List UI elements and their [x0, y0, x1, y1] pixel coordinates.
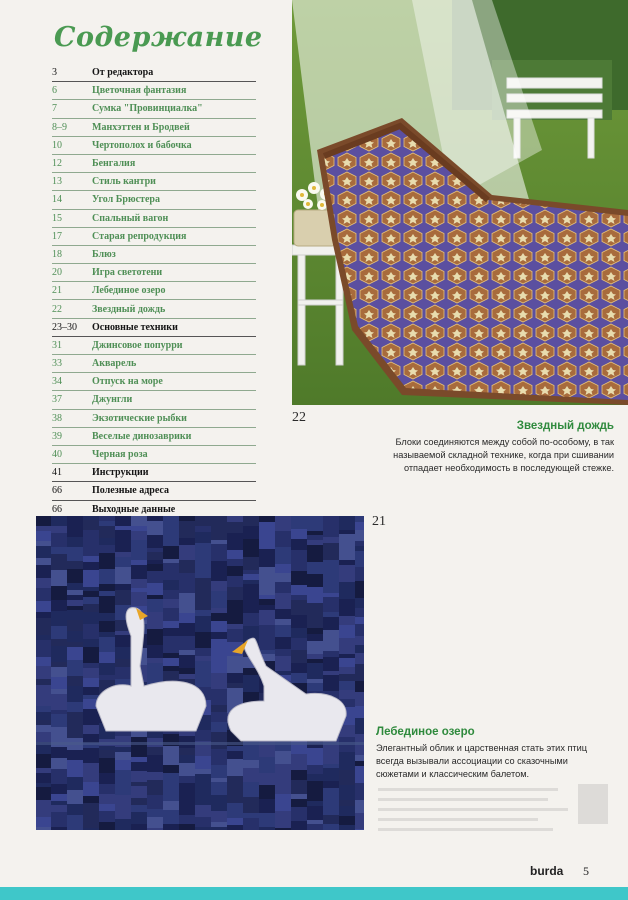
- feature-bottom-text: [376, 742, 587, 782]
- toc-row: [52, 355, 256, 373]
- toc-row: [52, 191, 256, 209]
- toc-row: [52, 337, 256, 355]
- toc-label: Бенгалия: [92, 158, 136, 170]
- toc-label: Сумка "Провинциалка": [92, 103, 203, 115]
- toc-page-number: 12: [52, 158, 62, 170]
- toc-label: Джинсовое попурри: [92, 339, 183, 351]
- toc-row: [52, 228, 256, 246]
- toc-page-number: 34: [52, 376, 62, 388]
- toc-row: [52, 482, 256, 500]
- toc-label: Акварель: [92, 358, 137, 370]
- toc-page-number: 31: [52, 339, 62, 351]
- toc-page-number: 20: [52, 267, 62, 279]
- toc-label: Лебединое озеро: [92, 285, 166, 297]
- toc-label: Выходные данные: [92, 503, 176, 515]
- toc-row: [52, 446, 256, 464]
- toc-page-number: 14: [52, 194, 62, 206]
- toc-row: [52, 155, 256, 173]
- toc-page-number: 38: [52, 412, 62, 424]
- toc-row: [52, 210, 256, 228]
- feature-top-line: отпадает необходимость в последующей стежке.: [403, 463, 614, 474]
- toc-row: [52, 391, 256, 409]
- toc-label: Джунгли: [92, 394, 133, 406]
- toc-page-number: 23–30: [52, 321, 77, 333]
- toc-row: [52, 137, 256, 155]
- toc-label: От редактора: [92, 67, 154, 79]
- toc-row: [52, 264, 256, 282]
- toc-row: [52, 100, 256, 118]
- toc-row: [52, 464, 256, 482]
- toc-page-number: 18: [52, 248, 62, 260]
- page-number: 5: [583, 864, 589, 878]
- toc-row: [52, 173, 256, 191]
- toc-row: [52, 319, 256, 337]
- toc-label: Блюз: [92, 248, 116, 260]
- toc-page-number: 8–9: [52, 121, 67, 133]
- toc-page-number: 17: [52, 230, 62, 242]
- toc-page-number: 33: [52, 358, 62, 370]
- feature-top-text: [393, 436, 614, 476]
- toc-list: [52, 64, 256, 519]
- toc-label: Манхэттен и Бродвей: [92, 121, 190, 133]
- toc-page-number: 3: [52, 67, 57, 79]
- toc-label: Отпуск на море: [92, 376, 163, 388]
- toc-row: [52, 410, 256, 428]
- footer-color-bar: [0, 887, 628, 900]
- toc-label: Полезные адреса: [92, 485, 169, 497]
- toc-label: Цветочная фантазия: [92, 85, 187, 97]
- toc-page-number: 39: [52, 430, 62, 442]
- burda-logo: burda: [530, 864, 564, 878]
- feature-top-line: называемой складной технике, когда при сшивании: [393, 450, 614, 461]
- toc-row: [52, 119, 256, 137]
- toc-label: Угол Брюстера: [92, 194, 160, 206]
- toc-label: Чертополох и бабочка: [92, 139, 192, 151]
- toc-label: Основные техники: [92, 321, 178, 333]
- toc-label: Стиль кантри: [92, 176, 156, 188]
- toc-page-number: 40: [52, 449, 62, 461]
- feature-bottom-title: Лебединое озеро: [376, 726, 475, 738]
- toc-page-number: 41: [52, 467, 62, 479]
- toc-page-number: 10: [52, 139, 62, 151]
- toc-page-number: 37: [52, 394, 62, 406]
- toc-page-number: 7: [52, 103, 57, 115]
- feature-bottom-line: сюжетами и классическим балетом.: [376, 769, 530, 780]
- feature-top-line: Блоки соединяются между собой по-особому, в так: [395, 437, 614, 447]
- toc-page-number: 13: [52, 176, 62, 188]
- toc-page-number: 6: [52, 85, 57, 97]
- show-through-smudge: [378, 784, 613, 842]
- toc-label: Инструкции: [92, 467, 149, 479]
- toc-label: Звездный дождь: [92, 303, 166, 315]
- toc-label: Черная роза: [92, 449, 148, 461]
- toc-page-number: 22: [52, 303, 62, 315]
- photo-star-rain-quilt: [292, 0, 628, 405]
- toc-label: Игра светотени: [92, 267, 163, 279]
- toc-row: [52, 373, 256, 391]
- toc-label: Спальный вагон: [92, 212, 169, 224]
- page-ref-22: 22: [292, 410, 306, 425]
- toc-label: Веселые динозаврики: [92, 430, 192, 442]
- feature-bottom-line: Элегантный облик и царственная стать этих птиц: [376, 743, 588, 753]
- toc-row: [52, 64, 256, 82]
- feature-top-title: Звездный дождь: [516, 420, 614, 432]
- toc-row: [52, 428, 256, 446]
- toc-row: [52, 82, 256, 100]
- toc-row: [52, 246, 256, 264]
- toc-page-number: 21: [52, 285, 62, 297]
- toc-label: Старая репродукция: [92, 230, 187, 242]
- toc-row: [52, 300, 256, 318]
- page-ref-21: 21: [372, 514, 386, 529]
- toc-page-number: 15: [52, 212, 62, 224]
- toc-title: Содержание: [54, 22, 263, 53]
- toc-label: Экзотические рыбки: [92, 412, 187, 424]
- toc-row: [52, 282, 256, 300]
- photo-swan-lake-quilt: [36, 516, 364, 830]
- toc-page-number: 66: [52, 485, 62, 497]
- feature-bottom-line: всегда вызывали ассоциации со сказочными: [376, 756, 568, 767]
- toc-page-number: 66: [52, 503, 62, 515]
